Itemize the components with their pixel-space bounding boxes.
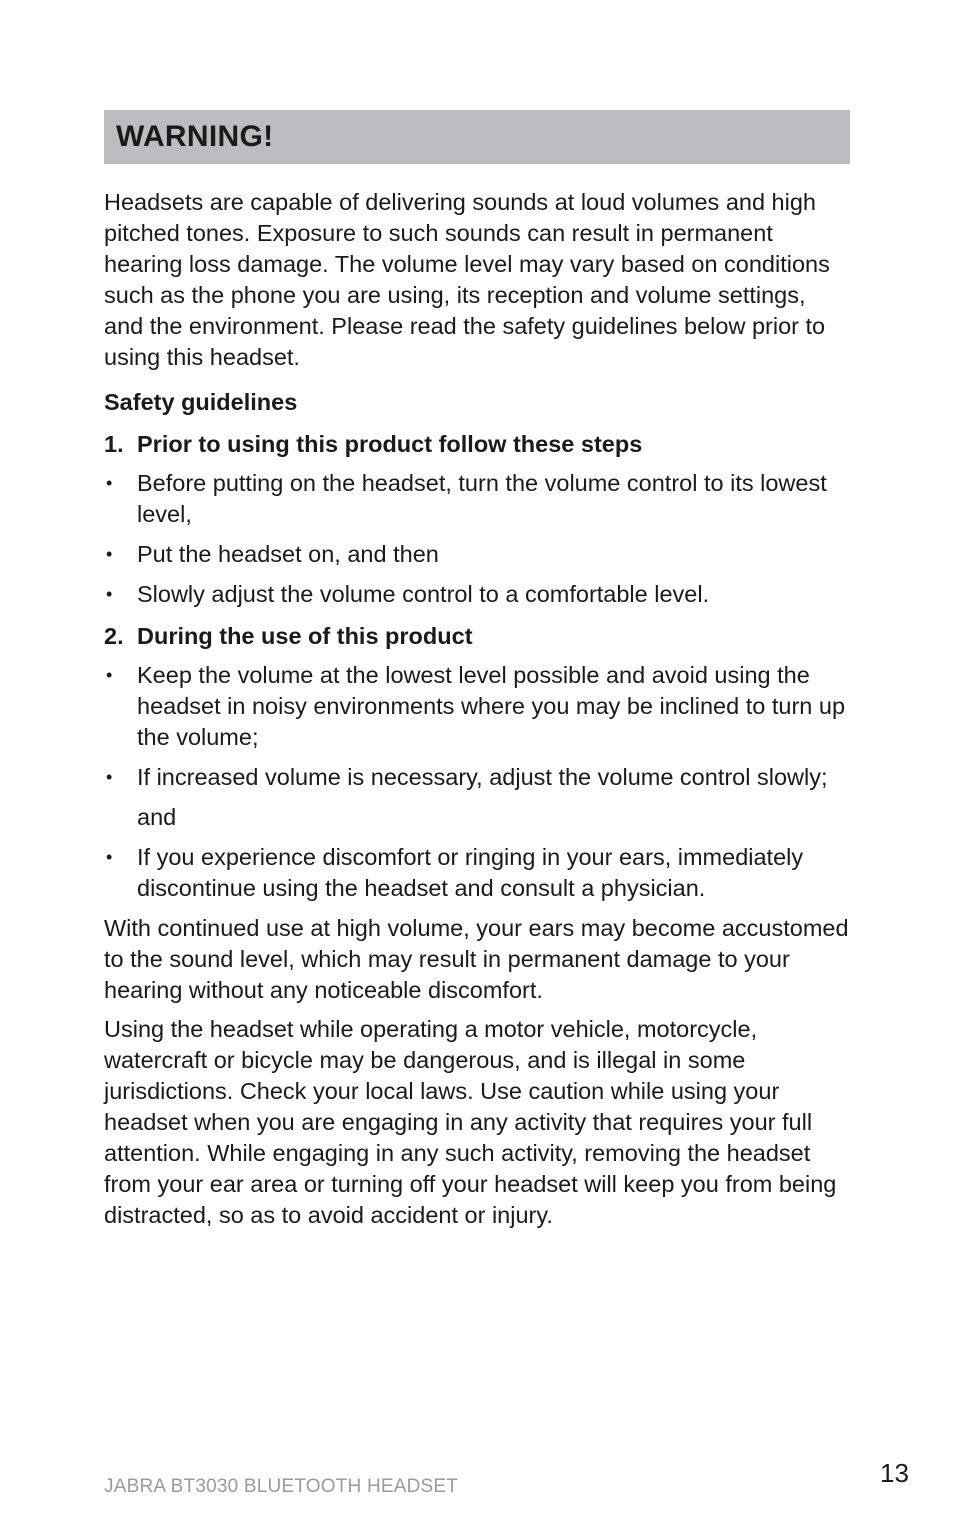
list-item-text: Put the headset on, and then [137, 541, 439, 567]
vehicle-paragraph: Using the headset while operating a motor vehicle, motorcycle, watercraft or bicycle may be dangerous, and is illegal in some jurisdictions. Check your local laws. Use caution while using your headset when you are engaging in any activity that requires your full attention. While engaging in any such activity, removing the headset from your ear area or turning off your headset will keep you from being distracted, so as to avoid accident or injury. [104, 1016, 837, 1228]
list-item [104, 660, 850, 753]
list-item-text: Slowly adjust the volume control to a comfortable level. [137, 581, 710, 607]
list-item [104, 539, 850, 570]
connector-text: and [137, 804, 177, 830]
step-1-bullet-list [104, 468, 850, 610]
page-number: 13 [880, 1458, 909, 1488]
step-title: During the use of this product [137, 623, 473, 649]
step-number: 2. [104, 623, 124, 649]
bullet-icon: • [106, 767, 113, 787]
safety-guidelines-heading: Safety guidelines [104, 389, 298, 415]
bullet-icon: • [106, 665, 113, 685]
bullet-icon: • [106, 847, 113, 867]
list-item [104, 842, 850, 904]
warning-banner [104, 110, 850, 164]
step-number: 1. [104, 431, 124, 457]
warning-title: WARNING! [116, 120, 274, 153]
list-item-text: Before putting on the headset, turn the volume control to its lowest level, [137, 470, 827, 527]
bullet-icon: • [106, 544, 113, 564]
step-title: Prior to using this product follow these steps [137, 431, 643, 457]
footer-product-title: JABRA BT3030 BLUETOOTH HEADSET [104, 1476, 459, 1497]
bullet-icon: • [106, 473, 113, 493]
manual-page [104, 110, 850, 1231]
bullet-icon: • [106, 584, 113, 604]
continued-use-paragraph: With continued use at high volume, your ears may become accustomed to the sound level, which may result in permanent damage to your hearing without any noticeable discomfort. [104, 915, 849, 1003]
step-2-heading [104, 621, 850, 652]
list-item-text: Keep the volume at the lowest level possible and avoid using the headset in noisy environments where you may be inclined to turn up the volume; [137, 662, 846, 750]
list-item [104, 468, 850, 530]
list-item-text: If you experience discomfort or ringing in your ears, immediately discontinue using the headset and consult a physician. [137, 844, 804, 901]
list-item [104, 762, 850, 793]
list-item-text: If increased volume is necessary, adjust the volume control slowly; [137, 764, 828, 790]
intro-paragraph: Headsets are capable of delivering sounds at loud volumes and high pitched tones. Exposure to such sounds can result in permanent hearing loss damage. The volume level may vary based on conditions such as the phone you are using, its reception and volume settings, and the environment. Please read the safety guidelines below prior to using this headset. [104, 189, 830, 370]
step-2-bullet-list [104, 660, 850, 904]
step-1-heading [104, 429, 850, 460]
list-item [104, 579, 850, 610]
